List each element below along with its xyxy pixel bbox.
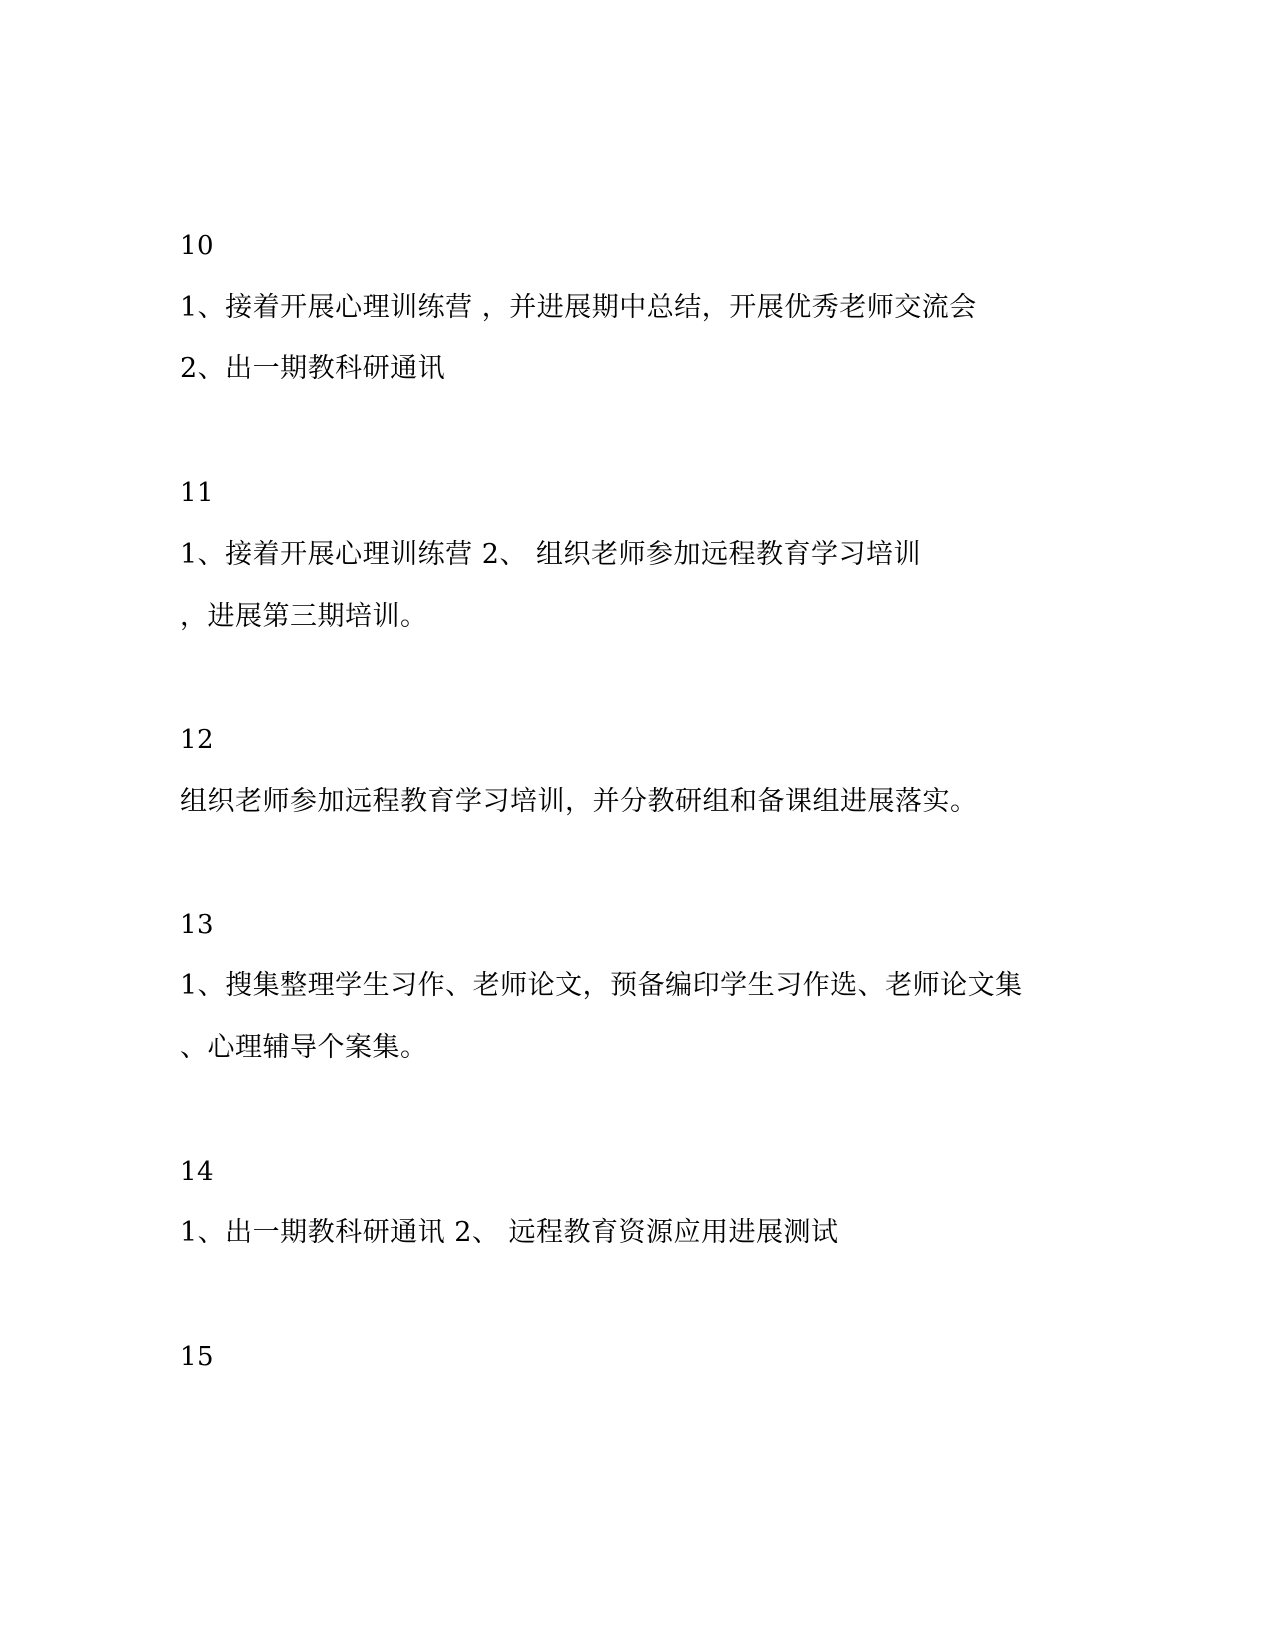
section-line: 1、搜集整理学生习作、老师论文，预备编印学生习作选、老师论文集	[180, 970, 1023, 1001]
section-week-number: 10	[180, 231, 215, 261]
section-week-number: 14	[180, 1157, 215, 1187]
section-line: 1、接着开展心理训练营 ，并进展期中总结，开展优秀老师交流会	[180, 292, 977, 323]
section-week-number: 11	[180, 478, 215, 508]
section-line: 2、出一期教科研通讯	[180, 353, 446, 384]
section-line: 1、出一期教科研通讯 2、 远程教育资源应用进展测试	[180, 1217, 839, 1248]
section-line: ，进展第三期培训。	[180, 601, 428, 632]
section-line: 、心理辅导个案集。	[180, 1032, 428, 1063]
section-week-number: 13	[180, 910, 215, 940]
section-week-number: 15	[180, 1342, 215, 1372]
section-line: 组织老师参加远程教育学习培训，并分教研组和备课组进展落实。	[180, 786, 978, 817]
section-week-number: 12	[180, 725, 215, 755]
section-line: 1、接着开展心理训练营 2、 组织老师参加远程教育学习培训	[180, 539, 922, 570]
